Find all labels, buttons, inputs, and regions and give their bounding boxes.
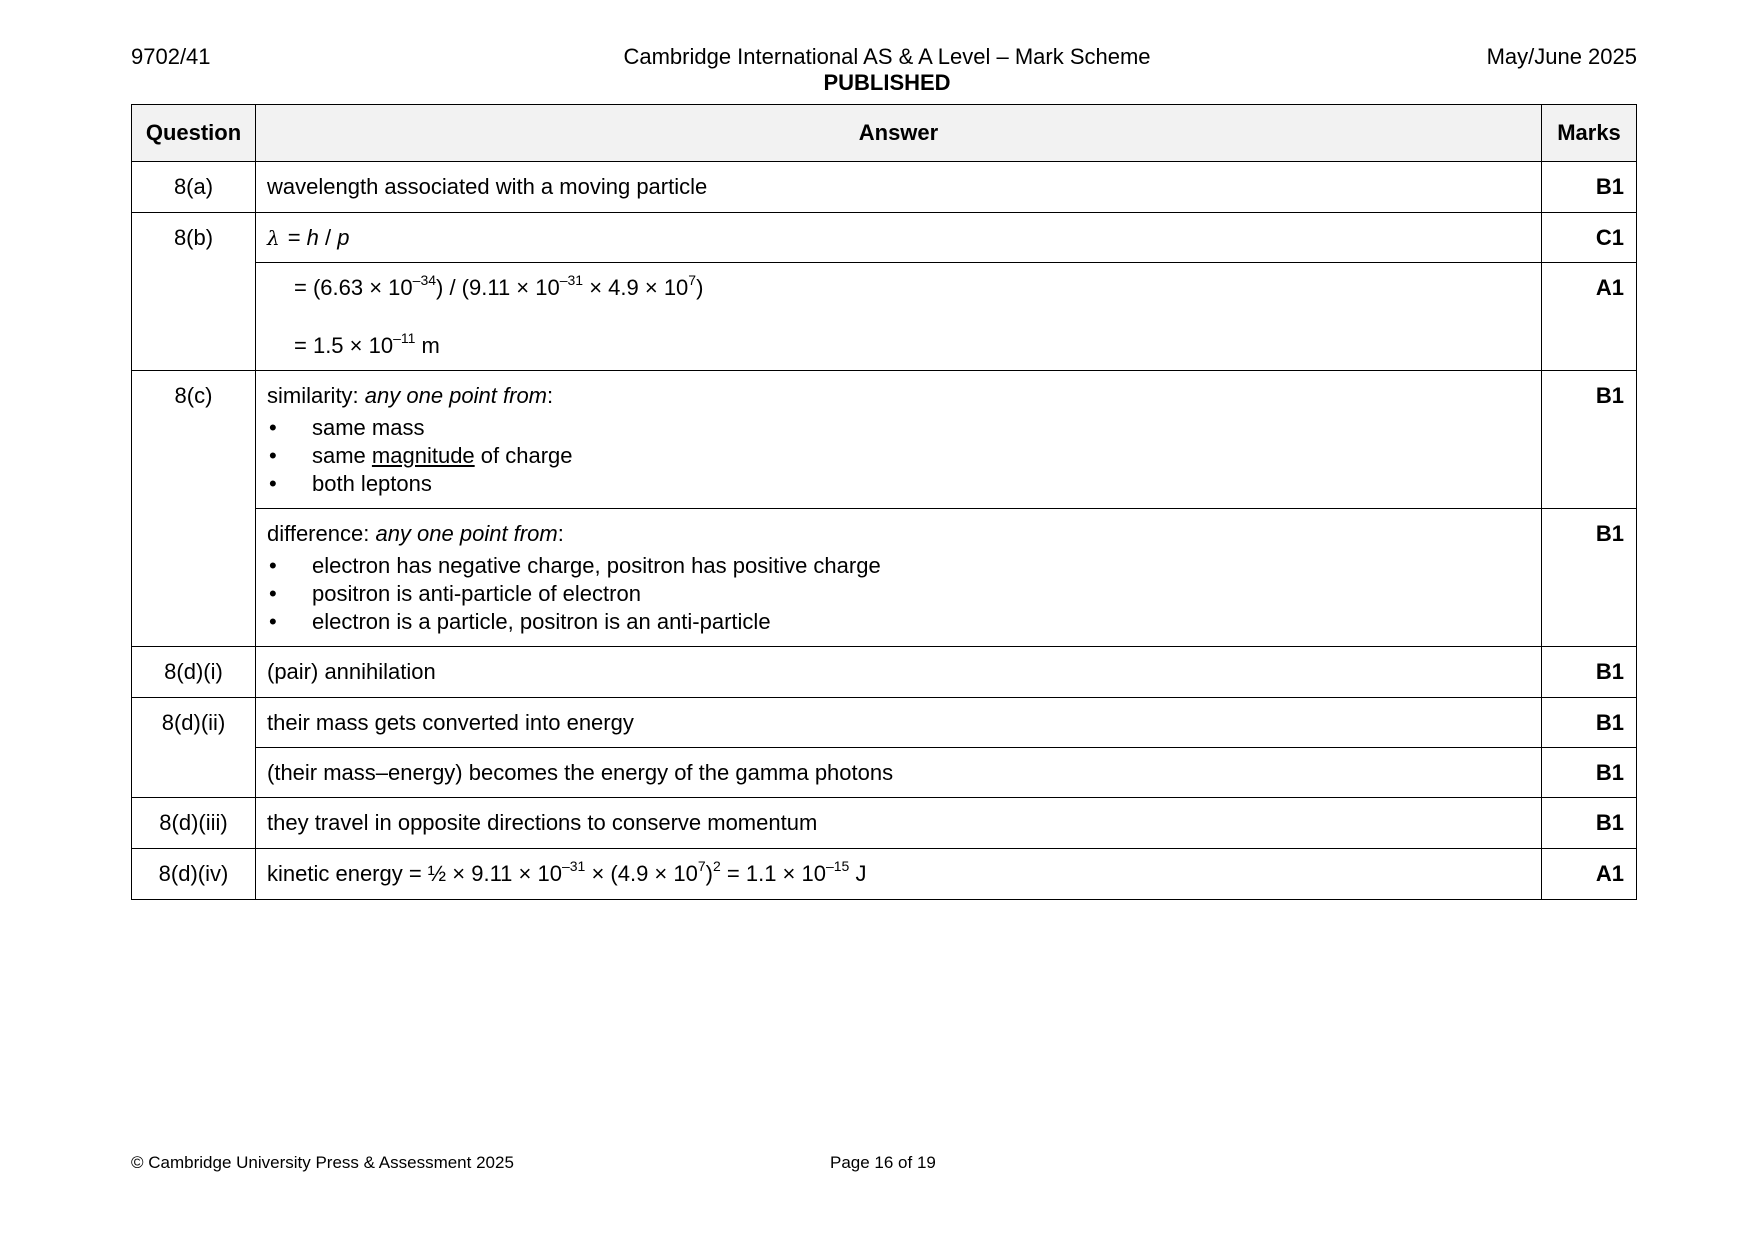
document-title-text: Cambridge International AS & A Level – Mark Scheme <box>623 44 1151 69</box>
answer-text: difference: any one point from: • electron has negative charge, positron has positive charge • positron is anti-particle of electron • electron is a particle, positron is an anti-particle <box>256 509 1542 647</box>
table-row <box>132 849 1637 900</box>
answer-text: similarity: any one point from: • same mass • same magnitude of charge • both leptons <box>256 371 1542 509</box>
mark-code: B1 <box>1542 509 1637 647</box>
similarity-label: similarity: <box>267 383 365 408</box>
table-row <box>132 647 1637 698</box>
exam-session: May/June 2025 <box>1486 44 1637 69</box>
question-number: 8(b) <box>132 213 256 371</box>
difference-instruction: any one point from <box>375 521 558 546</box>
answer-text: wavelength associated with a moving particle <box>256 162 1542 213</box>
mark-code: B1 <box>1542 698 1637 748</box>
column-header-question: Question <box>132 105 256 162</box>
column-header-marks: Marks <box>1542 105 1637 162</box>
mark-code: C1 <box>1542 213 1637 263</box>
mark-code: B1 <box>1542 798 1637 849</box>
paper-code: 9702/41 <box>131 44 211 69</box>
table-row <box>132 798 1637 849</box>
table-row <box>132 263 1637 371</box>
list-item: • electron is a particle, positron is an anti-particle <box>267 608 1531 636</box>
list-item: • same magnitude of charge <box>267 442 1531 470</box>
answer-text: kinetic energy = ½ × $9.11 \times 10^{-31} \times (4.9 \times 10^7)^2 = 1.1 \times 10^{-15}$ J <box>256 849 1542 900</box>
question-number: 8(d)(iv) <box>132 849 256 900</box>
answer-text <box>256 263 1542 371</box>
list-item: • electron has negative charge, positron has positive charge <box>267 552 1531 580</box>
result-line: = $1.5 \times 10^{-11}$ m <box>294 329 440 358</box>
question-number: 8(d)(iii) <box>132 798 256 849</box>
similarity-instruction: any one point from <box>364 383 548 408</box>
table-row <box>132 748 1637 798</box>
similarity-list <box>267 414 1531 498</box>
published-label: PUBLISHED <box>823 70 951 95</box>
question-number: 8(c) <box>132 371 256 647</box>
answer-text: (pair) annihilation <box>256 647 1542 698</box>
table-row <box>132 509 1637 647</box>
mark-code: A1 <box>1542 263 1637 371</box>
mark-code: B1 <box>1542 371 1637 509</box>
mark-code: B1 <box>1542 748 1637 798</box>
lambda-symbol: λ <box>267 226 280 250</box>
answer-text: their mass gets converted into energy <box>256 698 1542 748</box>
answer-text: they travel in opposite directions to conserve momentum <box>256 798 1542 849</box>
table-row <box>132 213 1637 263</box>
list-item: • positron is anti-particle of electron <box>267 580 1531 608</box>
column-header-answer: Answer <box>256 105 1542 162</box>
copyright-notice: © Cambridge University Press & Assessment 2025 <box>131 1153 514 1172</box>
table-header-row <box>132 105 1637 162</box>
substitution-line: = $(6.63 \times 10^{-34}) / (9.11 \times 10^{-31} \times 4.9 \times 10^7)$ <box>294 271 704 300</box>
mark-code: A1 <box>1542 849 1637 900</box>
difference-list <box>267 552 1531 636</box>
table-row <box>132 698 1637 748</box>
question-number: 8(a) <box>132 162 256 213</box>
mark-scheme-table <box>131 104 1637 900</box>
question-number: 8(d)(ii) <box>132 698 256 798</box>
list-item: • both leptons <box>267 470 1531 498</box>
de-broglie-equation: = h / p <box>287 225 350 250</box>
mark-code: B1 <box>1542 647 1637 698</box>
table-row <box>132 162 1637 213</box>
list-item: • same mass <box>267 414 1531 442</box>
page-number: Page 16 of 19 <box>830 1153 936 1172</box>
answer-text <box>256 213 1542 263</box>
question-number: 8(d)(i) <box>132 647 256 698</box>
table-row <box>132 371 1637 509</box>
difference-label: difference: <box>267 521 376 546</box>
mark-code: B1 <box>1542 162 1637 213</box>
answer-text: (their mass–energy) becomes the energy of the gamma photons <box>256 748 1542 798</box>
